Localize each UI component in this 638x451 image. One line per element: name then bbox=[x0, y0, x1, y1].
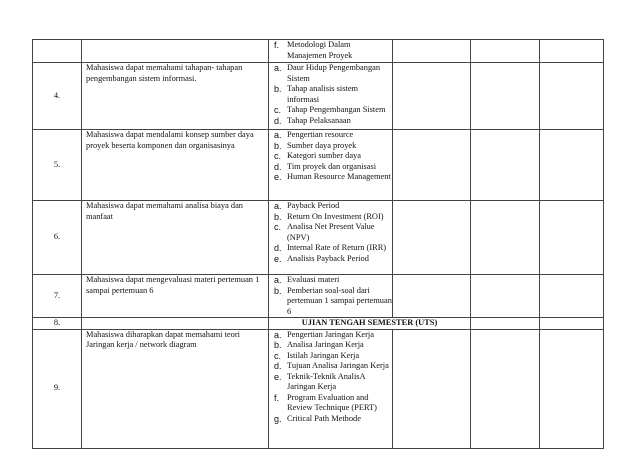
list-item: b. Return On Investment (ROI) bbox=[274, 211, 384, 222]
list-item: a. Payback Period bbox=[274, 201, 340, 211]
empty-cell bbox=[471, 201, 540, 275]
empty-cell bbox=[540, 130, 604, 201]
table-row bbox=[33, 329, 604, 448]
empty-cell bbox=[393, 201, 471, 275]
table-row bbox=[33, 318, 604, 330]
empty-cell bbox=[393, 275, 471, 318]
row-number: 6. bbox=[33, 201, 82, 275]
row-number bbox=[33, 40, 82, 63]
empty-cell bbox=[82, 318, 269, 330]
list-item: d. Internal Rate of Return (IRR) bbox=[274, 243, 387, 253]
empty-cell bbox=[471, 130, 540, 201]
list-item: a. Evaluasi materi bbox=[274, 275, 340, 285]
list-item: a. Pengertian Jaringan Kerja bbox=[274, 329, 374, 340]
objective-cell: Mahasiswa dapat mendalami konsep sumber daya proyek beserta komponen dan organisasinya bbox=[82, 130, 269, 201]
empty-cell bbox=[393, 130, 471, 201]
empty-cell bbox=[540, 63, 604, 130]
list-item: b. Tahap analisis sistem informasi bbox=[274, 84, 359, 104]
list-item: f. Program Evaluation and Review Technique (PERT) bbox=[274, 392, 377, 412]
empty-cell bbox=[471, 329, 540, 448]
topics-cell bbox=[269, 275, 393, 318]
list-item: d. Tahap Pelaksanaan bbox=[274, 115, 351, 126]
list-item: b. Analisa Jaringan Kerja bbox=[274, 340, 364, 350]
empty-cell bbox=[540, 40, 604, 63]
empty-cell bbox=[471, 40, 540, 63]
list-item: e. Teknik-Teknik AnalisA Jaringan Kerja bbox=[274, 371, 366, 391]
topics-cell bbox=[269, 63, 393, 130]
list-item: c. Tahap Pengembangan Sistem bbox=[274, 105, 386, 115]
table-row bbox=[33, 63, 604, 130]
topics-cell bbox=[269, 329, 393, 448]
list-item: a. Daur Hidup Pengembangan Sistem bbox=[274, 63, 381, 83]
row-number: 8. bbox=[33, 318, 82, 330]
empty-cell bbox=[471, 275, 540, 318]
row-number: 5. bbox=[33, 130, 82, 201]
empty-cell bbox=[393, 40, 471, 63]
list-item: g. Critical Path Methode bbox=[274, 413, 361, 424]
empty-cell bbox=[393, 63, 471, 130]
table-row bbox=[33, 201, 604, 275]
topics-cell bbox=[269, 40, 393, 63]
topics-cell bbox=[269, 130, 393, 201]
list-item: c. Istilah Jaringan Kerja bbox=[274, 350, 360, 361]
empty-cell bbox=[471, 63, 540, 130]
objective-cell bbox=[82, 40, 269, 63]
table-row bbox=[33, 40, 604, 63]
row-number: 4. bbox=[33, 63, 82, 130]
empty-cell bbox=[540, 329, 604, 448]
list-item: b. Sumber daya proyek bbox=[274, 140, 357, 151]
objective-cell: Mahasiswa diharapkan dapat memahami teori Jaringan kerja / network diagram bbox=[82, 329, 269, 448]
row-number: 9. bbox=[33, 329, 82, 448]
objective-cell: Mahasiswa dapat memahami tahapan- tahapan pengembangan sistem informasi. bbox=[82, 63, 269, 130]
row-number: 7. bbox=[33, 275, 82, 318]
list-item: e. Human Resource Management bbox=[274, 172, 391, 182]
list-item: f. Metodologi Dalam Manajemen Proyek bbox=[274, 40, 353, 60]
empty-cell bbox=[540, 201, 604, 275]
empty-cell bbox=[540, 275, 604, 318]
list-item: b. Pemberian soal-soal dari pertemuan 1 sampai pertemuan 6 bbox=[274, 285, 392, 316]
empty-cell bbox=[540, 318, 604, 330]
syllabus-table bbox=[32, 39, 604, 449]
list-item: d. Tim proyek dan organisasi bbox=[274, 161, 377, 172]
objective-cell: Mahasiswa dapat memahami analisa biaya dan manfaat bbox=[82, 201, 269, 275]
empty-cell bbox=[393, 329, 471, 448]
table-row bbox=[33, 130, 604, 201]
midterm-exam-label: UJIAN TENGAH SEMESTER (UTS) bbox=[269, 318, 471, 330]
list-item: c. Kategori sumber daya bbox=[274, 151, 361, 161]
list-item: d. Tujuan Analisa Jaringan Kerja bbox=[274, 361, 389, 371]
list-item: a. Pengertian resource bbox=[274, 130, 354, 140]
topics-cell bbox=[269, 201, 393, 275]
empty-cell bbox=[471, 318, 540, 330]
list-item: e. Analisis Payback Period bbox=[274, 253, 369, 264]
table-row bbox=[33, 275, 604, 318]
objective-cell: Mahasiswa dapat mengevaluasi materi pertemuan 1 sampai pertemuan 6 bbox=[82, 275, 269, 318]
list-item: c. Analisa Net Present Value (NPV) bbox=[274, 222, 375, 242]
